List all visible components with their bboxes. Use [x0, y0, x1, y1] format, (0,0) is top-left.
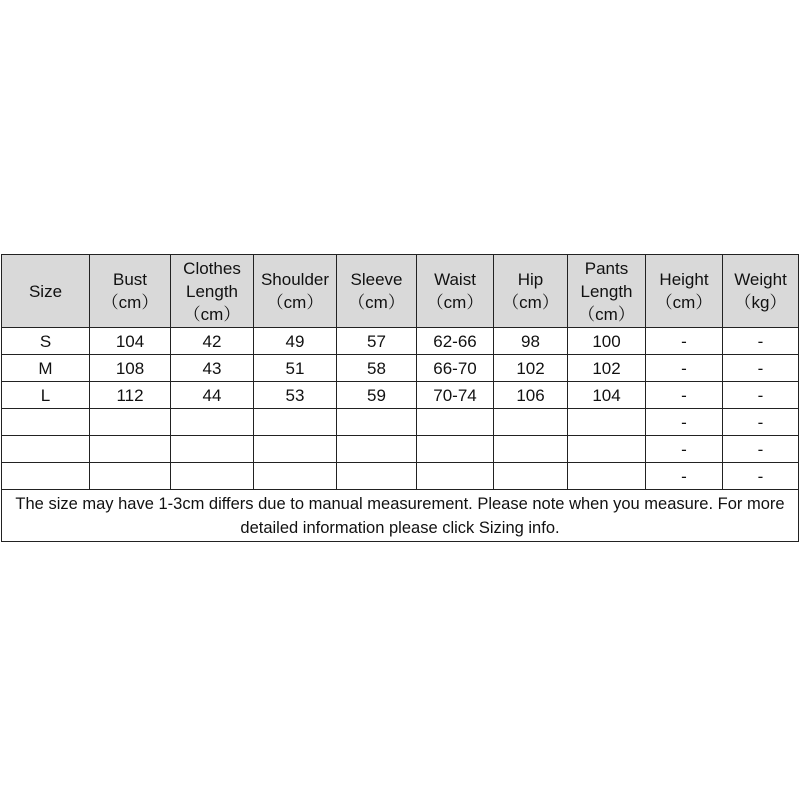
header-row	[2, 255, 799, 328]
table-row	[2, 463, 799, 490]
column-header-label: Sleeve	[350, 270, 403, 289]
table-cell: 112	[90, 382, 171, 409]
table-cell: 100	[568, 328, 646, 355]
column-header-unit: （cm）	[183, 304, 241, 324]
table-cell: -	[723, 328, 799, 355]
column-header-label: Hip	[517, 270, 544, 289]
table-cell: 43	[171, 355, 254, 382]
column-header-label: Size	[28, 281, 63, 301]
table-cell	[171, 436, 254, 463]
table-cell: -	[646, 355, 723, 382]
table-cell: 49	[254, 328, 337, 355]
table-cell	[90, 463, 171, 490]
table-row	[2, 355, 799, 382]
table-cell	[90, 436, 171, 463]
table-cell: 108	[90, 355, 171, 382]
table-cell	[417, 409, 494, 436]
table-row	[2, 409, 799, 436]
table-cell: 51	[254, 355, 337, 382]
column-header-unit: （cm）	[266, 293, 324, 312]
table-cell: 62-66	[417, 328, 494, 355]
table-cell: -	[723, 355, 799, 382]
table-cell	[2, 463, 90, 490]
table-body	[2, 328, 799, 490]
table-cell	[171, 463, 254, 490]
column-header-unit: （cm）	[502, 293, 559, 312]
column-header-label: Weight	[734, 270, 787, 289]
table-cell	[90, 409, 171, 436]
table-cell	[417, 436, 494, 463]
table-cell	[254, 436, 337, 463]
column-header-size	[2, 255, 90, 328]
table-cell	[417, 463, 494, 490]
column-header-label: Waist	[434, 270, 476, 289]
table-cell: -	[723, 436, 799, 463]
table-cell	[494, 409, 568, 436]
table-row	[2, 328, 799, 355]
table-cell	[254, 409, 337, 436]
column-header-bust	[90, 255, 171, 328]
table-cell	[2, 436, 90, 463]
table-cell	[337, 463, 417, 490]
column-header-label: Height	[659, 270, 709, 289]
table-cell: 102	[568, 355, 646, 382]
note-row	[2, 490, 799, 542]
table-cell: -	[723, 409, 799, 436]
table-cell	[337, 409, 417, 436]
table-cell: 58	[337, 355, 417, 382]
column-header-label: Bust	[112, 270, 148, 289]
column-header-unit: （cm）	[655, 293, 713, 312]
column-header-weight	[723, 255, 799, 328]
table-cell: S	[2, 328, 90, 355]
table-cell	[337, 436, 417, 463]
table-cell: 59	[337, 382, 417, 409]
table-cell: -	[646, 436, 723, 463]
column-header-unit: （cm）	[426, 293, 484, 312]
column-header-height	[646, 255, 723, 328]
sizing-note: The size may have 1-3cm differs due to manual measurement. Please note when you measure. For more detailed information please click Sizing info.	[2, 490, 799, 542]
column-header-sleeve	[337, 255, 417, 328]
table-cell	[568, 409, 646, 436]
table-cell: -	[646, 382, 723, 409]
table-cell: -	[646, 409, 723, 436]
table-cell: M	[2, 355, 90, 382]
column-header-waist	[417, 255, 494, 328]
table-cell	[568, 436, 646, 463]
table-row	[2, 436, 799, 463]
column-header-unit: （cm）	[348, 293, 405, 312]
column-header-unit: （cm）	[578, 304, 635, 324]
column-header-unit: （cm）	[101, 293, 159, 312]
table-cell	[494, 436, 568, 463]
column-header-label: Pants Length	[580, 258, 633, 301]
table-cell: 57	[337, 328, 417, 355]
table-cell: 106	[494, 382, 568, 409]
table-cell: 98	[494, 328, 568, 355]
table-cell: 104	[90, 328, 171, 355]
column-header-clothes-length	[171, 255, 254, 328]
column-header-label: Clothes Length	[183, 258, 241, 301]
table-row	[2, 382, 799, 409]
table-cell	[171, 409, 254, 436]
column-header-pants-length	[568, 255, 646, 328]
table-cell	[494, 463, 568, 490]
table-cell: 104	[568, 382, 646, 409]
column-header-hip	[494, 255, 568, 328]
table-cell: 53	[254, 382, 337, 409]
table-cell: L	[2, 382, 90, 409]
table-cell: -	[646, 463, 723, 490]
table-cell: 102	[494, 355, 568, 382]
table-cell: 66-70	[417, 355, 494, 382]
table-cell: -	[723, 463, 799, 490]
table-cell: 42	[171, 328, 254, 355]
table-cell: 70-74	[417, 382, 494, 409]
column-header-shoulder	[254, 255, 337, 328]
table-cell	[568, 463, 646, 490]
table-cell: -	[646, 328, 723, 355]
table-cell: 44	[171, 382, 254, 409]
table-cell	[254, 463, 337, 490]
table-cell	[2, 409, 90, 436]
table-cell: -	[723, 382, 799, 409]
size-chart-table	[1, 254, 799, 542]
column-header-unit: （kg）	[734, 293, 787, 312]
column-header-label: Shoulder	[260, 270, 330, 289]
